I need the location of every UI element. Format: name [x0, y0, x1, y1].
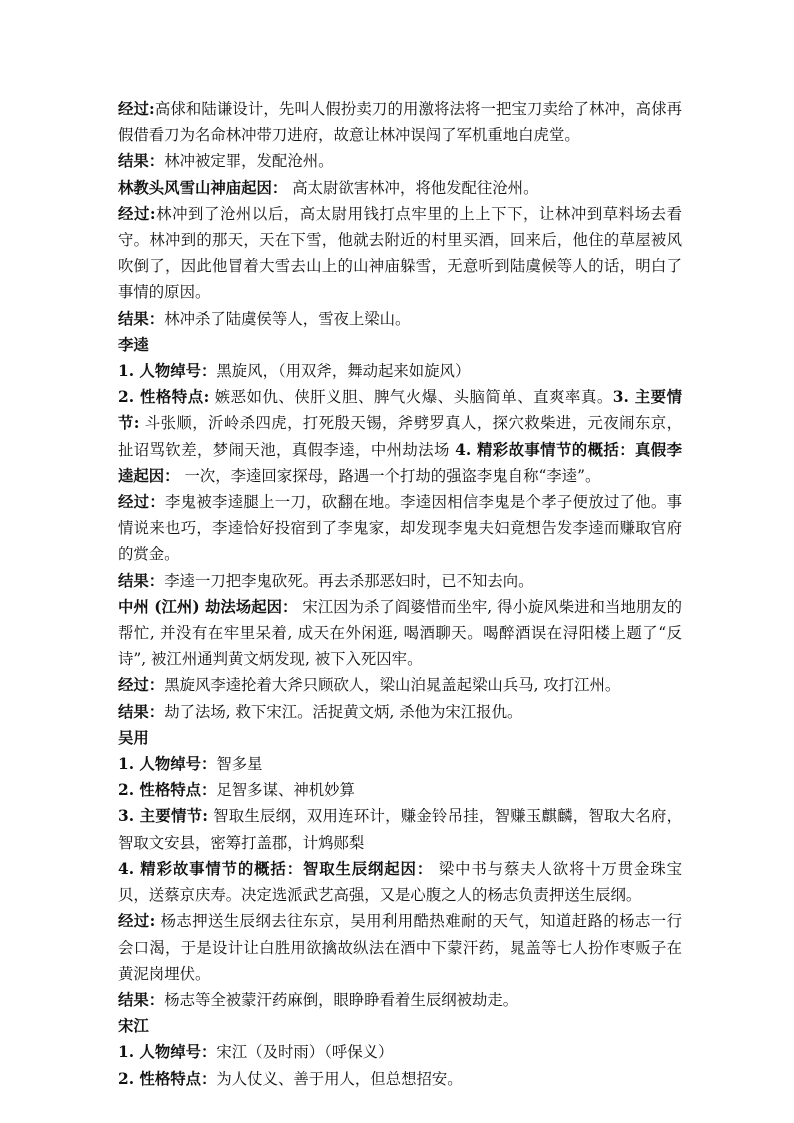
para-text: 智取生辰纲，双用连环计，赚金铃吊挂，智赚玉麒麟，智取大名府，智取文安县，密筹打盖郡，计鸩郧梨 [118, 807, 682, 852]
para-label: 3. 主要情节: [118, 807, 208, 826]
paragraph-15 [118, 751, 682, 777]
para-text: 智多星 [216, 755, 263, 774]
paragraph-1 [118, 96, 682, 148]
para-label: 4. 精彩故事情节的概括：智取生辰纲起因： [118, 859, 434, 878]
paragraph-9 [118, 489, 682, 568]
para-text-3: 一次，李逵回家探母，路遇一个打劫的强盗李鬼自称“李逵”。 [179, 466, 601, 485]
paragraph-2 [118, 148, 682, 174]
para-label: 经过: [118, 204, 156, 223]
section-heading-text: 宋江 [118, 1017, 149, 1036]
para-text: 宋江（及时雨）（呼保义） [216, 1043, 394, 1062]
paragraph-12 [118, 672, 682, 698]
para-label: 结果： [118, 702, 165, 721]
para-text: 林冲到了沧州以后，高太尉用钱打点牢里的上上下下，让林冲到草料场去看守。林冲到的那天，天在下雪，他就去附近的村里买酒，回来后，他住的草屋被风吹倒了，因此他冒着大雪去山上的山神庙躲雪，无意听到陆虞候等人的话，明白了事情的原因。 [118, 204, 682, 302]
paragraph-23 [118, 1066, 682, 1092]
para-label: 经过： [118, 493, 166, 512]
para-label: 经过: [118, 912, 156, 931]
para-label: 林教头风雪山神庙起因： [118, 178, 288, 197]
para-text: 宋江因为杀了阎婆惜而坐牢, 得小旋风柴进和当地朋友的帮忙, 并没有在牢里呆着, 成天在外闲逛, 喝酒聊天。喝醉酒误在浔阳楼上题了“反诗”, 被江州通判黄文炳发现, 被下入死囚牢。 [118, 597, 682, 669]
para-label: 2. 性格特点: [118, 388, 210, 407]
section-heading-song-jiang [118, 1013, 682, 1039]
para-text: 劫了法场, 救下宋江。活捉黄文炳, 杀他为宋江报仇。 [164, 702, 523, 721]
para-label: 2. 性格特点： [118, 1069, 217, 1088]
para-label: 中州 (江州) 劫法场起因： [118, 597, 298, 616]
section-heading-wu-yong [118, 725, 682, 751]
para-label-2: 3. 主要情节: [118, 388, 682, 433]
para-text: 林冲杀了陆虞侯等人，雪夜上梁山。 [164, 309, 411, 328]
paragraph-22 [118, 1039, 682, 1065]
para-text: 梁中书与蔡夫人欲将十万贯金珠宝贝，送蔡京庆寿。决定选派武艺高强，又是心腹之人的杨志负责押送生辰纲。 [118, 859, 682, 905]
paragraph-5 [118, 306, 682, 332]
para-label: 结果： [118, 990, 165, 1009]
para-text: 为人仗义、善于用人，但总想招安。 [216, 1069, 463, 1088]
para-label: 经过: [118, 100, 155, 118]
para-text: 高太尉欲害林冲，将他发配往沧州。 [287, 178, 539, 197]
section-heading-text: 吴用 [118, 728, 149, 747]
para-label: 2. 性格特点： [118, 781, 217, 800]
paragraph-3 [118, 175, 682, 201]
para-text: 杨志押送生辰纲去往东京，吴用利用酷热难耐的天气，知道赶路的杨志一行会口渴，于是设计让白胜用欲擒故纵法在酒中下蒙汗药，晁盖等七人扮作枣贩子在黄泥岗埋伏。 [118, 912, 682, 983]
paragraph-16 [118, 777, 682, 803]
para-label: 经过： [118, 676, 165, 695]
para-label-3: 4. 精彩故事情节的概括：真假李逵起因： [118, 440, 682, 485]
para-label: 结果： [118, 571, 165, 590]
paragraph-20 [118, 987, 682, 1013]
para-text-2: 斗张顺，沂岭杀四虎，打死殷天锡，斧劈罗真人，探穴救柴进，元夜闹东京，扯诏骂钦差，梦闹天池，真假李逵，中州劫法场 [118, 414, 682, 459]
para-text: 林冲被定罪，发配沧州。 [164, 152, 334, 171]
paragraph-11 [118, 594, 682, 673]
para-label: 1. 人物绰号： [118, 755, 217, 774]
paragraph-13 [118, 699, 682, 725]
paragraph-8 [118, 384, 682, 489]
para-text: 黑旋风，（用双斧，舞动起来如旋风） [216, 362, 471, 381]
section-heading-li-kui [118, 332, 682, 358]
paragraph-17 [118, 803, 682, 855]
paragraph-10 [118, 568, 682, 594]
para-label: 1. 人物绰号： [118, 362, 217, 381]
para-text: 高俅和陆谦设计，先叫人假扮卖刀的用激将法将一把宝刀卖给了林冲，高俅再假借看刀为名命林冲带刀进府，故意让林冲误闯了军机重地白虎堂。 [118, 100, 682, 145]
paragraph-4 [118, 201, 682, 306]
para-text: 嫉恶如仇、侠肝义胆、脾气火爆、头脑简单、直爽率真。 [209, 388, 613, 407]
para-text: 李鬼被李逵腿上一刀，砍翻在地。李逵因相信李鬼是个孝子便放过了他。事情说来也巧，李逵恰好投宿到了李鬼家，却发现李鬼夫妇竟想告发李逵而赚取官府的赏金。 [118, 493, 682, 564]
para-text: 足智多谋、神机妙算 [216, 781, 355, 800]
paragraph-7 [118, 358, 682, 384]
para-label: 结果： [118, 309, 165, 328]
section-heading-text: 李逵 [118, 335, 149, 354]
para-text: 杨志等全被蒙汗药麻倒，眼睁睁看着生辰纲被劫走。 [164, 990, 519, 1009]
paragraph-19 [118, 908, 682, 987]
para-text: 李逵一刀把李鬼砍死。再去杀那恶妇时，已不知去向。 [164, 571, 534, 590]
para-label: 结果： [118, 152, 165, 171]
para-text: 黑旋风李逵抡着大斧只顾砍人，梁山泊晁盖起梁山兵马, 攻打江州。 [164, 676, 621, 695]
para-label: 1. 人物绰号： [118, 1043, 217, 1062]
paragraph-18 [118, 856, 682, 908]
